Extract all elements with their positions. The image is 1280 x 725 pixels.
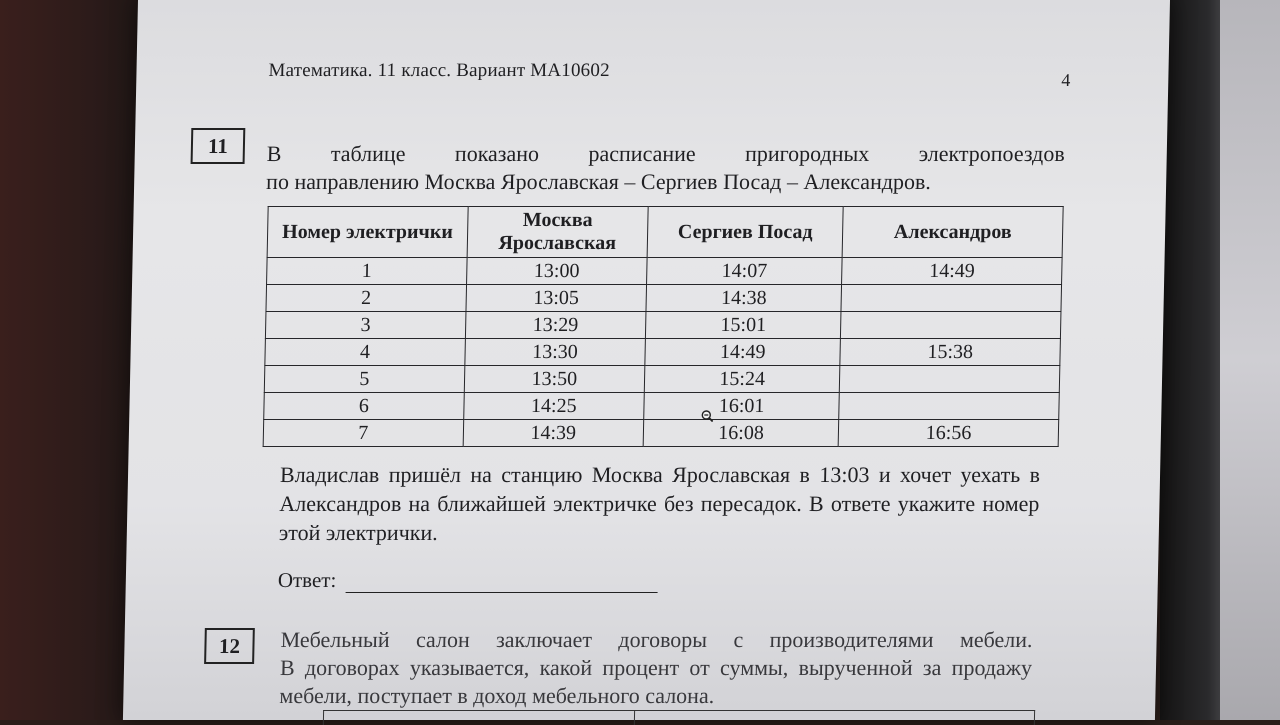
answer-row [278, 568, 659, 593]
cell-aleksandrov-time [839, 393, 1059, 420]
cell-train-number: 2 [266, 285, 466, 312]
cell-sergiev-posad-time: 16:01 [644, 393, 840, 420]
cell-train-number: 6 [264, 393, 464, 420]
cell-moscow-time: 14:39 [463, 420, 644, 447]
cell-aleksandrov-time [840, 366, 1060, 393]
header-train-number: Номер электрички [267, 207, 468, 258]
task11-intro [266, 140, 1065, 196]
cell-sergiev-posad-time: 14:07 [646, 258, 842, 285]
cell-aleksandrov-time: 16:56 [838, 420, 1058, 447]
cell-aleksandrov-time [841, 285, 1061, 312]
task11-intro-line1: В таблице показано расписание пригородных электропоездов [266, 141, 1066, 166]
cell-moscow-time: 13:00 [466, 258, 647, 285]
train-schedule-table [263, 206, 1064, 447]
cell-train-number: 4 [265, 339, 465, 366]
cell-train-number: 1 [267, 258, 467, 285]
monitor-bezel-right [1160, 0, 1280, 720]
zoom-out-icon [701, 410, 713, 422]
cell-moscow-time: 13:29 [465, 312, 646, 339]
task12-table-edge [323, 710, 1035, 725]
header-moscow: Москва Ярославская [467, 207, 648, 258]
cell-moscow-time: 14:25 [463, 393, 644, 420]
task12-text-rest: В договорах указывается, какой процент от суммы, вырученной за продажу мебели, поступает в доход мебельного салона. [279, 655, 1033, 708]
table-row [267, 258, 1063, 285]
table-row [266, 285, 1062, 312]
cell-train-number: 5 [264, 366, 464, 393]
table-row [264, 393, 1060, 420]
cell-aleksandrov-time [841, 312, 1061, 339]
cell-aleksandrov-time: 14:49 [842, 258, 1062, 285]
page-header: Математика. 11 класс. Вариант МА10602 [268, 60, 611, 81]
table-row [263, 420, 1059, 447]
cell-moscow-time: 13:50 [464, 366, 645, 393]
task-number-12: 12 [204, 628, 255, 664]
cell-sergiev-posad-time: 15:24 [644, 366, 840, 393]
table-header-row [267, 207, 1063, 258]
cell-sergiev-posad-time: 14:49 [645, 339, 841, 366]
task11-intro-line2: по направлению Москва Ярославская – Сергиев Посад – Александров. [265, 169, 932, 194]
header-sergiev-posad: Сергиев Посад [647, 207, 843, 258]
answer-label: Ответ: [277, 568, 337, 592]
cell-aleksandrov-time: 15:38 [840, 339, 1060, 366]
cell-sergiev-posad-time: 14:38 [646, 285, 842, 312]
table-row [265, 312, 1061, 339]
exam-page [123, 0, 1170, 720]
answer-field[interactable] [346, 570, 658, 593]
table-row [265, 339, 1061, 366]
task11-question: Владислав пришёл на станцию Москва Ярославская в 13:03 и хочет уехать в Александров на ближайшей электричке без пересадок. В ответе укажите номер этой электрички. [278, 462, 1041, 545]
cell-moscow-time: 13:05 [466, 285, 647, 312]
task-number-11: 11 [191, 128, 246, 164]
cell-sergiev-posad-time: 15:01 [645, 312, 841, 339]
cell-moscow-time: 13:30 [465, 339, 646, 366]
cell-train-number: 7 [263, 420, 463, 447]
table-row [264, 366, 1060, 393]
cell-sergiev-posad-time: 16:08 [643, 420, 839, 447]
task12-text [279, 626, 1033, 710]
header-aleksandrov: Александров [842, 207, 1063, 258]
page-number: 4 [1061, 70, 1071, 90]
task12-text-line1: Мебельный салон заключает договоры с производителями мебели. [280, 627, 1033, 652]
cell-train-number: 3 [265, 312, 465, 339]
